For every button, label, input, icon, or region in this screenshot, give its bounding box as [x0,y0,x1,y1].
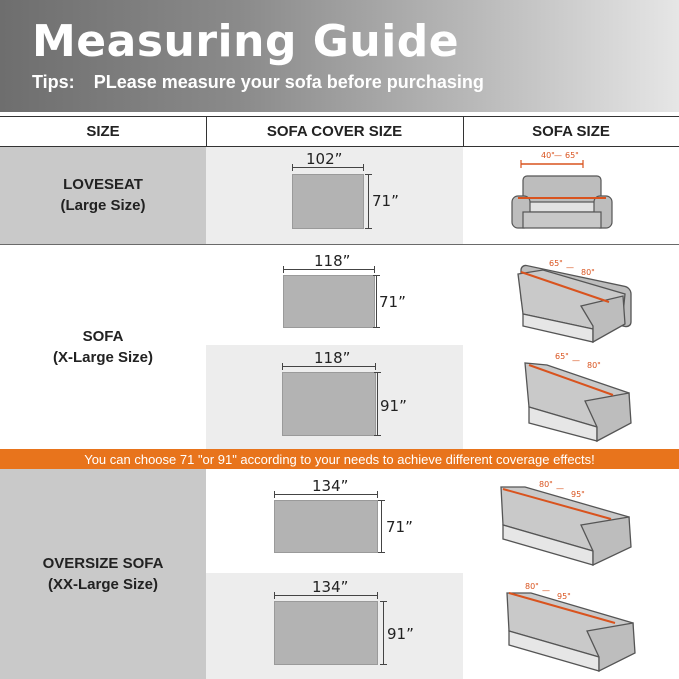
sofa-range-low: 40" [541,151,555,160]
height-dimension-line [368,174,369,229]
svg-text:80": 80" [525,582,539,591]
grid-line [206,116,207,146]
sofa-icon [463,345,679,449]
cover-height: 91” [387,625,414,643]
svg-text:—: — [572,356,580,365]
svg-text:—: — [554,151,562,160]
grid-line [0,146,679,147]
cover-width: 118” [314,349,351,367]
column-header-cover-size: SOFA COVER SIZE [206,116,463,146]
oversize-sofa-icon [463,573,679,679]
cover-cell-sofa-71 [206,244,463,345]
sofa-cell-sofa-1 [463,244,679,345]
dimension-tick [282,363,283,370]
header-banner [0,0,679,112]
sofa-cell-oversize-1 [463,469,679,573]
grid-line [0,116,679,117]
tips-text: PLease measure your sofa before purchasing [93,72,484,92]
dimension-tick [373,275,380,276]
size-cell-oversize-sofa [0,469,206,679]
cover-width: 118” [314,252,351,270]
cover-height: 71” [372,192,399,210]
dimension-tick [374,266,375,273]
size-cell-sofa [0,244,206,449]
cover-height: 71” [386,518,413,536]
cover-cell-sofa-91 [206,345,463,449]
tips-line [32,72,484,93]
column-header-sofa-size: SOFA SIZE [463,116,679,146]
size-sub: (XX-Large Size) [47,576,159,593]
dimension-tick [274,491,275,498]
dimension-tick [374,372,381,373]
cover-width: 102” [306,150,343,168]
size-sub: (Large Size) [60,197,146,214]
cover-height: 91” [380,397,407,415]
svg-text:—: — [542,586,550,595]
oversize-sofa-icon [463,469,679,573]
tips-label: Tips: [32,72,75,92]
column-header-size: SIZE [0,116,206,146]
loveseat-icon [463,146,679,244]
sofa-cell-sofa-2 [463,345,679,449]
svg-text:95": 95" [557,592,571,601]
height-dimension-line [376,275,377,328]
cover-cell-oversize-91 [206,573,463,679]
cover-width: 134” [312,578,349,596]
svg-text:—: — [556,484,564,493]
dimension-tick [377,592,378,599]
height-dimension-line [383,601,384,665]
dimension-tick [283,266,284,273]
cover-rectangle [283,275,375,328]
size-table [0,116,679,679]
dimension-tick [380,601,387,602]
dimension-tick [274,592,275,599]
svg-text:80": 80" [581,268,595,277]
size-name: LOVESEAT [63,176,143,193]
svg-text:80": 80" [539,480,553,489]
info-banner: You can choose 71 "or 91" according to your needs to achieve different coverage effects! [0,449,679,469]
sofa-cell-loveseat [463,146,679,244]
grid-line [463,116,464,146]
svg-text:95": 95" [571,490,585,499]
sofa-range-high: 65" [565,151,579,160]
size-cell-loveseat [0,146,206,244]
dimension-tick [365,228,372,229]
dimension-tick [373,327,380,328]
size-name: OVERSIZE SOFA [42,555,164,572]
cover-width: 134” [312,477,349,495]
cover-cell-oversize-71 [206,469,463,573]
dimension-tick [363,164,364,171]
svg-text:—: — [566,263,574,272]
svg-text:65": 65" [549,259,563,268]
svg-text:65": 65" [555,352,569,361]
cover-rectangle [274,601,378,665]
size-name: SOFA [82,327,124,345]
height-dimension-line [381,500,382,553]
dimension-tick [292,164,293,171]
size-sub: (X-Large Size) [52,348,154,366]
dimension-tick [377,491,378,498]
cover-cell-loveseat [206,146,463,244]
cover-rectangle [292,174,364,229]
dimension-tick [365,174,372,175]
page-title: Measuring Guide [32,16,460,67]
dimension-tick [380,664,387,665]
dimension-tick [378,552,385,553]
sofa-icon [463,244,679,345]
dimension-tick [378,500,385,501]
cover-height: 71” [379,293,406,311]
sofa-cell-oversize-2 [463,573,679,679]
grid-line [0,244,679,245]
cover-rectangle [282,372,376,436]
height-dimension-line [377,372,378,436]
svg-text:80": 80" [587,361,601,370]
dimension-tick [375,363,376,370]
dimension-tick [374,435,381,436]
cover-rectangle [274,500,378,553]
